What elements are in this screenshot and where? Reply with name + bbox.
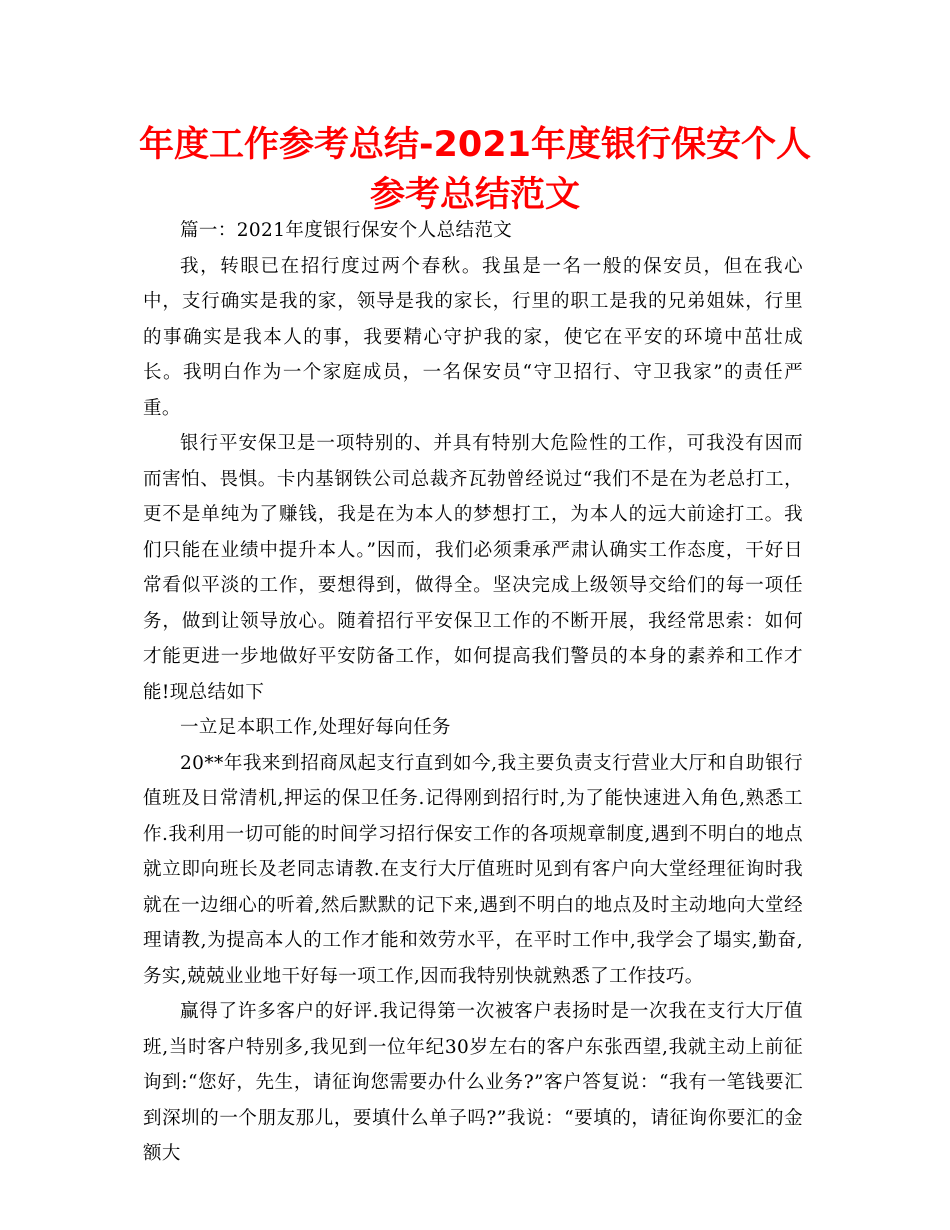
paragraph-subheading: 一立足本职工作,处理好每向任务 [180,717,451,738]
document-body [143,213,803,1172]
paragraph-customer-praise: 赢得了许多客户的好评.我记得第一次被客户表扬时是一次我在支行大厅值班,当时客户特别多,我见到一位年纪30岁左右的客户东张西望,我就主动上前征询到:“您好，先生，请征询您需要办什么业务?”客户答复说：“我有一笔钱要汇到深圳的一个朋友那儿，要填什么单子吗?”我说：“要填的，请征询你要汇的金额大 [143,1001,803,1164]
paragraph-security-work: 银行平安保卫是一项特别的、并具有特别大危险性的工作，可我没有因而而害怕、畏惧。卡内基钢铁公司总裁齐瓦勃曾经说过“我们不是在为老总打工，更不是单纯为了赚钱，我是在为本人的梦想打工，为本人的远大前途打工。我们只能在业绩中提升本人。”因而，我们必须秉承严肃认确实工作态度，干好日常看似平淡的工作，要想得到，做得全。坚决完成上级领导交给们的每一项任务，做到让领导放心。随着招行平安保卫工作的不断开展，我经常思索：如何才能更进一步地做好平安防备工作，如何提高我们警员的本身的素养和工作才能!现总结如下 [143,433,803,703]
paragraph-section-heading: 篇一：2021年度银行保安个人总结范文 [180,220,513,241]
document-title: 年度工作参考总结-2021年度银行保安个人参考总结范文 [139,125,811,215]
paragraph-duties: 20**年我来到招商凤起支行直到如今,我主要负责支行营业大厅和自助银行值班及日常清机,押运的保卫任务.记得刚到招行时,为了能快速进入角色,熟悉工作.我利用一切可能的时间学习招行保安工作的各项规章制度,遇到不明白的地点就立即向班长及老同志请教.在支行大厅值班时见到有客户向大堂经理征询时我就在一边细心的听着,然后默默的记下来,遇到不明白的地点及时主动地向大堂经理请教,为提高本人的工作才能和效劳水平，在平时工作中,我学会了塌实,勤奋,务实,兢兢业业地干好每一项工作,因而我特别快就熟悉了工作技巧。 [143,752,803,987]
paragraph-intro: 我，转眼已在招行度过两个春秋。我虽是一名一般的保安员，但在我心中，支行确实是我的家，领导是我的家长，行里的职工是我的兄弟姐妹，行里的事确实是我本人的事，我要精心守护我的家，使它在平安的环境中茁壮成长。我明白作为一个家庭成员，一名保安员“守卫招行、守卫我家”的责任严重。 [143,255,803,419]
